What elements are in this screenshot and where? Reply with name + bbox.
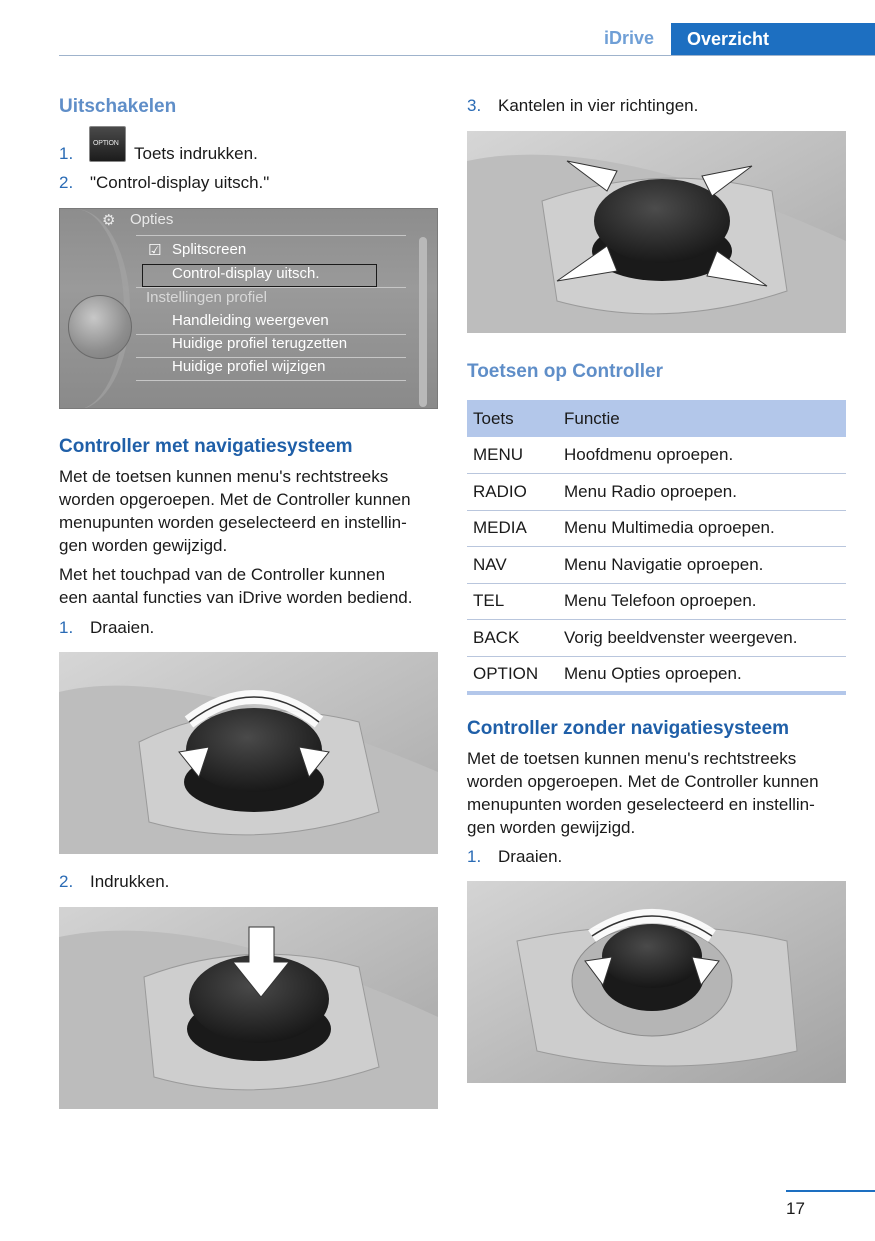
- step-number: 1.: [59, 144, 74, 163]
- page-number: 17: [786, 1199, 805, 1218]
- table-bottom-rule: [467, 691, 846, 695]
- header-section-label: iDrive: [604, 28, 655, 48]
- screen-subitem: Handleiding weergeven: [172, 312, 329, 329]
- paragraph-line: menupunten worden geselecteerd en instellin-: [467, 795, 815, 814]
- table-cell-function: Menu Radio oproepen.: [558, 474, 846, 511]
- table-cell-key: MENU: [467, 437, 558, 474]
- table-cell-function: Menu Opties oproepen.: [558, 656, 846, 693]
- table-cell-function: Menu Telefoon oproepen.: [558, 583, 846, 620]
- heading-controller-zonder-nav: Controller zonder navigatiesysteem: [467, 718, 790, 739]
- table-cell-function: Hoofdmenu oproepen.: [558, 437, 846, 474]
- paragraph-line: een aantal functies van iDrive worden bediend.: [59, 588, 413, 607]
- gear-icon: ⚙: [102, 212, 116, 229]
- table-row: [467, 437, 846, 474]
- table-cell-key: NAV: [467, 547, 558, 584]
- table-row: [467, 656, 846, 693]
- table-row: [467, 547, 846, 584]
- option-key-label: OPTION: [93, 140, 119, 147]
- paragraph-line: menupunten worden geselecteerd en instellin-: [59, 513, 407, 532]
- paragraph-line: Met de toetsen kunnen menu's rechtstreeks: [59, 467, 389, 486]
- screen-item-control-display: Control-display uitsch.: [172, 265, 320, 282]
- step-number: 2.: [59, 173, 74, 192]
- step-text: Indrukken.: [90, 872, 170, 891]
- heading-controller-met-nav: Controller met navigatiesysteem: [59, 436, 353, 457]
- paragraph-line: worden opgeroepen. Met de Controller kunnen: [467, 772, 819, 791]
- step-text: "Control-display uitsch.": [90, 173, 270, 192]
- table-header-function: Functie: [558, 400, 846, 437]
- checkbox-icon: ☑: [148, 242, 162, 259]
- table-cell-key: BACK: [467, 620, 558, 657]
- step-number: 3.: [467, 96, 482, 115]
- options-screen-image: [59, 208, 438, 409]
- header-tab: [671, 23, 875, 56]
- table-row: [467, 510, 846, 547]
- step-number: 2.: [59, 872, 74, 891]
- table-cell-key: TEL: [467, 583, 558, 620]
- heading-uitschakelen: Uitschakelen: [59, 96, 177, 117]
- step-text: Toets indrukken.: [134, 144, 258, 163]
- screen-scrollbar: [419, 237, 427, 407]
- table-row: [467, 583, 846, 620]
- table-cell-key: OPTION: [467, 656, 558, 693]
- option-key-icon: [89, 126, 126, 162]
- controller-rotate-image: [59, 652, 438, 854]
- table-header-row: [467, 400, 846, 437]
- table-header-key: Toets: [467, 400, 558, 437]
- table-cell-key: RADIO: [467, 474, 558, 511]
- page-number-rule: [786, 1190, 875, 1192]
- controller-knob-icon: [68, 295, 132, 359]
- paragraph-line: gen worden gewijzigd.: [59, 536, 228, 555]
- paragraph-line: worden opgeroepen. Met de Controller kunnen: [59, 490, 411, 509]
- table-cell-function: Menu Multimedia oproepen.: [558, 510, 846, 547]
- controller-keys-table: [467, 400, 846, 693]
- screen-divider: [136, 235, 406, 236]
- screen-subitem: Huidige profiel wijzigen: [172, 358, 326, 375]
- screen-group-label: Instellingen profiel: [146, 289, 267, 306]
- controller-press-image: [59, 907, 438, 1109]
- header-tab-label: Overzicht: [687, 29, 770, 49]
- screen-subitem: Huidige profiel terugzetten: [172, 335, 348, 352]
- table-row: [467, 474, 846, 511]
- paragraph-line: gen worden gewijzigd.: [467, 818, 636, 837]
- step-text: Kantelen in vier richtingen.: [498, 96, 699, 115]
- step-number: 1.: [467, 847, 482, 866]
- step-text: Draaien.: [498, 847, 563, 866]
- paragraph-line: Met de toetsen kunnen menu's rechtstreeks: [467, 749, 797, 768]
- step-text: Draaien.: [90, 618, 155, 637]
- screen-title: Opties: [130, 211, 174, 228]
- step-number: 1.: [59, 618, 74, 637]
- screen-divider: [136, 380, 406, 381]
- table-cell-function: Vorig beeldvenster weergeven.: [558, 620, 846, 657]
- table-row: [467, 620, 846, 657]
- controller-tilt-image: [467, 131, 846, 333]
- table-cell-key: MEDIA: [467, 510, 558, 547]
- screen-divider: [136, 287, 406, 288]
- table-cell-function: Menu Navigatie oproepen.: [558, 547, 846, 584]
- screen-item-splitscreen: Splitscreen: [172, 241, 247, 258]
- controller-rotate-no-nav-image: [467, 881, 846, 1083]
- heading-toetsen: Toetsen op Controller: [467, 361, 663, 382]
- paragraph-line: Met het touchpad van de Controller kunnen: [59, 565, 386, 584]
- header-rule: [59, 55, 875, 56]
